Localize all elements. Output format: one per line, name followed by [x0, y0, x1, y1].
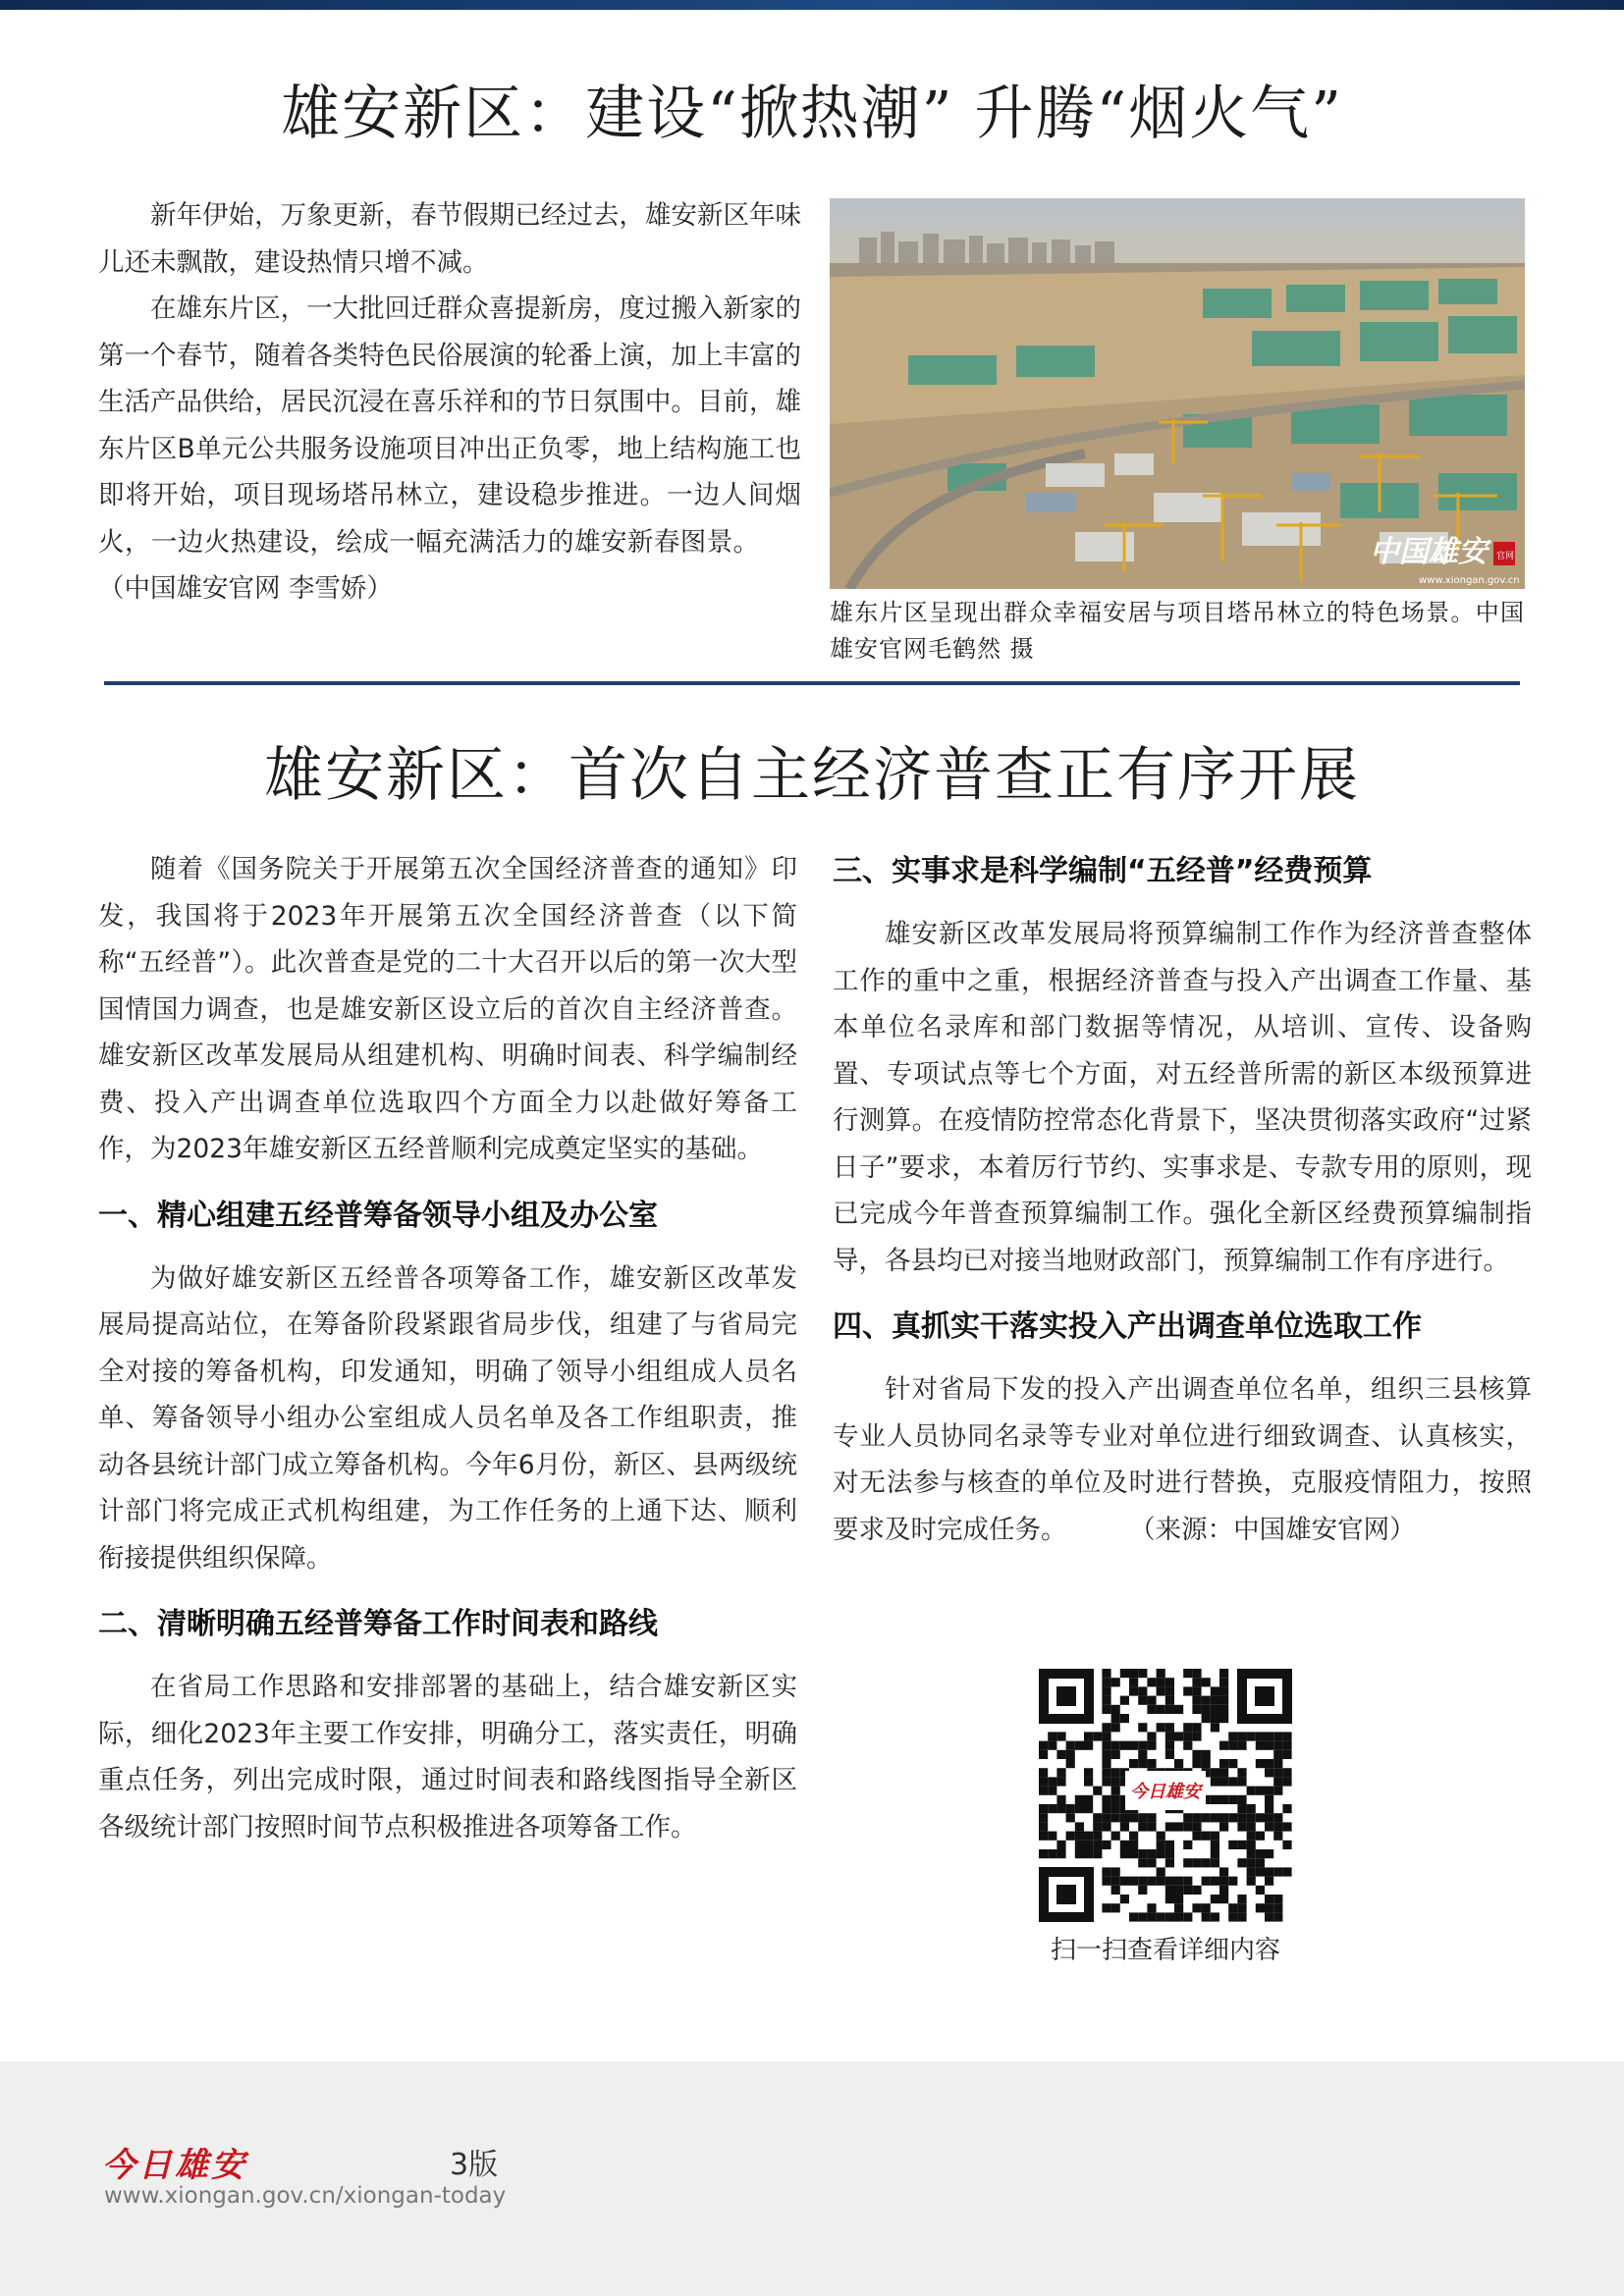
article1-title: 雄安新区：建设“掀热潮” 升腾“烟火气” [281, 80, 1343, 148]
article2-title: 雄安新区：首次自主经济普查正有序开展 [264, 741, 1360, 810]
qr-code[interactable] [1039, 1669, 1292, 1922]
article-divider [104, 681, 1520, 685]
section-body: 在省局工作思路和安排部署的基础上，结合雄安新区实际，细化2023年主要工作安排，明确分工，落实责任，明确重点任务，列出完成时限，通过时间表和路线图指导全新区各级统计部门按照时间节点积极推进各项筹备工作。 [98, 1672, 797, 1842]
article2-left-column [98, 846, 797, 1850]
section-heading: 三、实事求是科学编制“五经普”经费预算 [833, 854, 1373, 888]
section-body: 雄安新区改革发展局将预算编制工作作为经济普查整体工作的重中之重，根据经济普查与投入产出调查工作量、基本单位名录库和部门数据等情况，从培训、宣传、设备购置、专项试点等七个方面，对五经普所需的新区本级预算进行测算。在疫情防控常态化背景下，坚决贯彻落实政府“过紧日子”要求，本着厉行节约、实事求是、专款专用的原则，现已完成今年普查预算编制工作。强化全新区经费预算编制指导，各县均已对接当地财政部门，预算编制工作有序进行。 [833, 919, 1532, 1276]
article1-body [98, 192, 801, 613]
section-heading: 二、清晰明确五经普筹备工作时间表和路线 [98, 1607, 658, 1641]
top-accent-bar [0, 0, 1624, 10]
article1-paragraph: 新年伊始，万象更新，春节假期已经过去，雄安新区年味儿还未飘散，建设热情只增不减。 [98, 200, 801, 278]
photo-watermark: 中国雄安 [1370, 535, 1488, 569]
photo-caption: 雄东片区呈现出群众幸福安居与项目塔吊林立的特色场景。中国雄安官网毛鹤然 摄 [830, 599, 1525, 663]
qr-caption: 扫一扫查看详细内容 [1050, 1936, 1280, 1965]
article2-intro: 随着《国务院关于开展第五次全国经济普查的通知》印发，我国将于2023年开展第五次全国经济普查（以下简称“五经普”）。此次普查是党的二十大召开以后的第一次大型国情国力调查，也是雄安新区设立后的首次自主经济普查。雄安新区改革发展局从组建机构、明确时间表、科学编制经费、投入产出调查单位选取四个方面全力以赴做好筹备工作，为2023年雄安新区五经普顺利完成奠定坚实的基础。 [98, 854, 797, 1164]
article2-source: （来源：中国雄安官网） [1129, 1514, 1416, 1545]
article1-paragraph [98, 286, 801, 613]
article2-right-column [833, 850, 1532, 1553]
section-heading: 四、真抓实干落实投入产出调查单位选取工作 [833, 1309, 1422, 1344]
article1-source: （中国雄安官网 李雪娇） [98, 573, 393, 604]
article1-paragraph-text: 在雄东片区，一大批回迁群众喜提新房，度过搬入新家的第一个春节，随着各类特色民俗展演的轮番上演，加上丰富的生活产品供给，居民沉浸在喜乐祥和的节日氛围中。目前，雄东片区B单元公共服务设施项目冲出正负零，地上结构施工也即将开始，项目现场塔吊林立，建设稳步推进。一边人间烟火，一边火热建设，绘成一幅充满活力的雄安新春图景。 [98, 294, 801, 558]
qr-center-label: 今日雄安 [1130, 1782, 1201, 1802]
footer-brand-logo: 今日雄安 [102, 2146, 247, 2185]
construction-site-photo [830, 198, 1525, 589]
section-heading: 一、精心组建五经普筹备领导小组及办公室 [98, 1198, 658, 1233]
section-body-text: 针对省局下发的投入产出调查单位名单，组织三县核算专业人员协同名录等专业对单位进行细致调查、认真核实，对无法参与核查的单位及时进行替换，克服疫情阻力，按照要求及时完成任务。 [833, 1374, 1532, 1545]
footer-url[interactable]: www.xiongan.gov.cn/xiongan-today [104, 2183, 507, 2209]
photo-watermark-seal: 官网 [1496, 552, 1515, 561]
edition-number: 3版 [450, 2148, 499, 2182]
section-body [833, 1366, 1532, 1553]
photo-watermark-url: www.xiongan.gov.cn [1419, 575, 1520, 586]
section-body: 为做好雄安新区五经普各项筹备工作，雄安新区改革发展局提高站位，在筹备阶段紧跟省局步伐，组建了与省局完全对接的筹备机构，印发通知，明确了领导小组组成人员名单、筹备领导小组办公室组成人员名单及各工作组职责，推动各县统计部门成立筹备机构。今年6月份，新区、县两级统计部门将完成正式机构组建，为工作任务的上通下达、顺利衔接提供组织保障。 [98, 1262, 797, 1574]
